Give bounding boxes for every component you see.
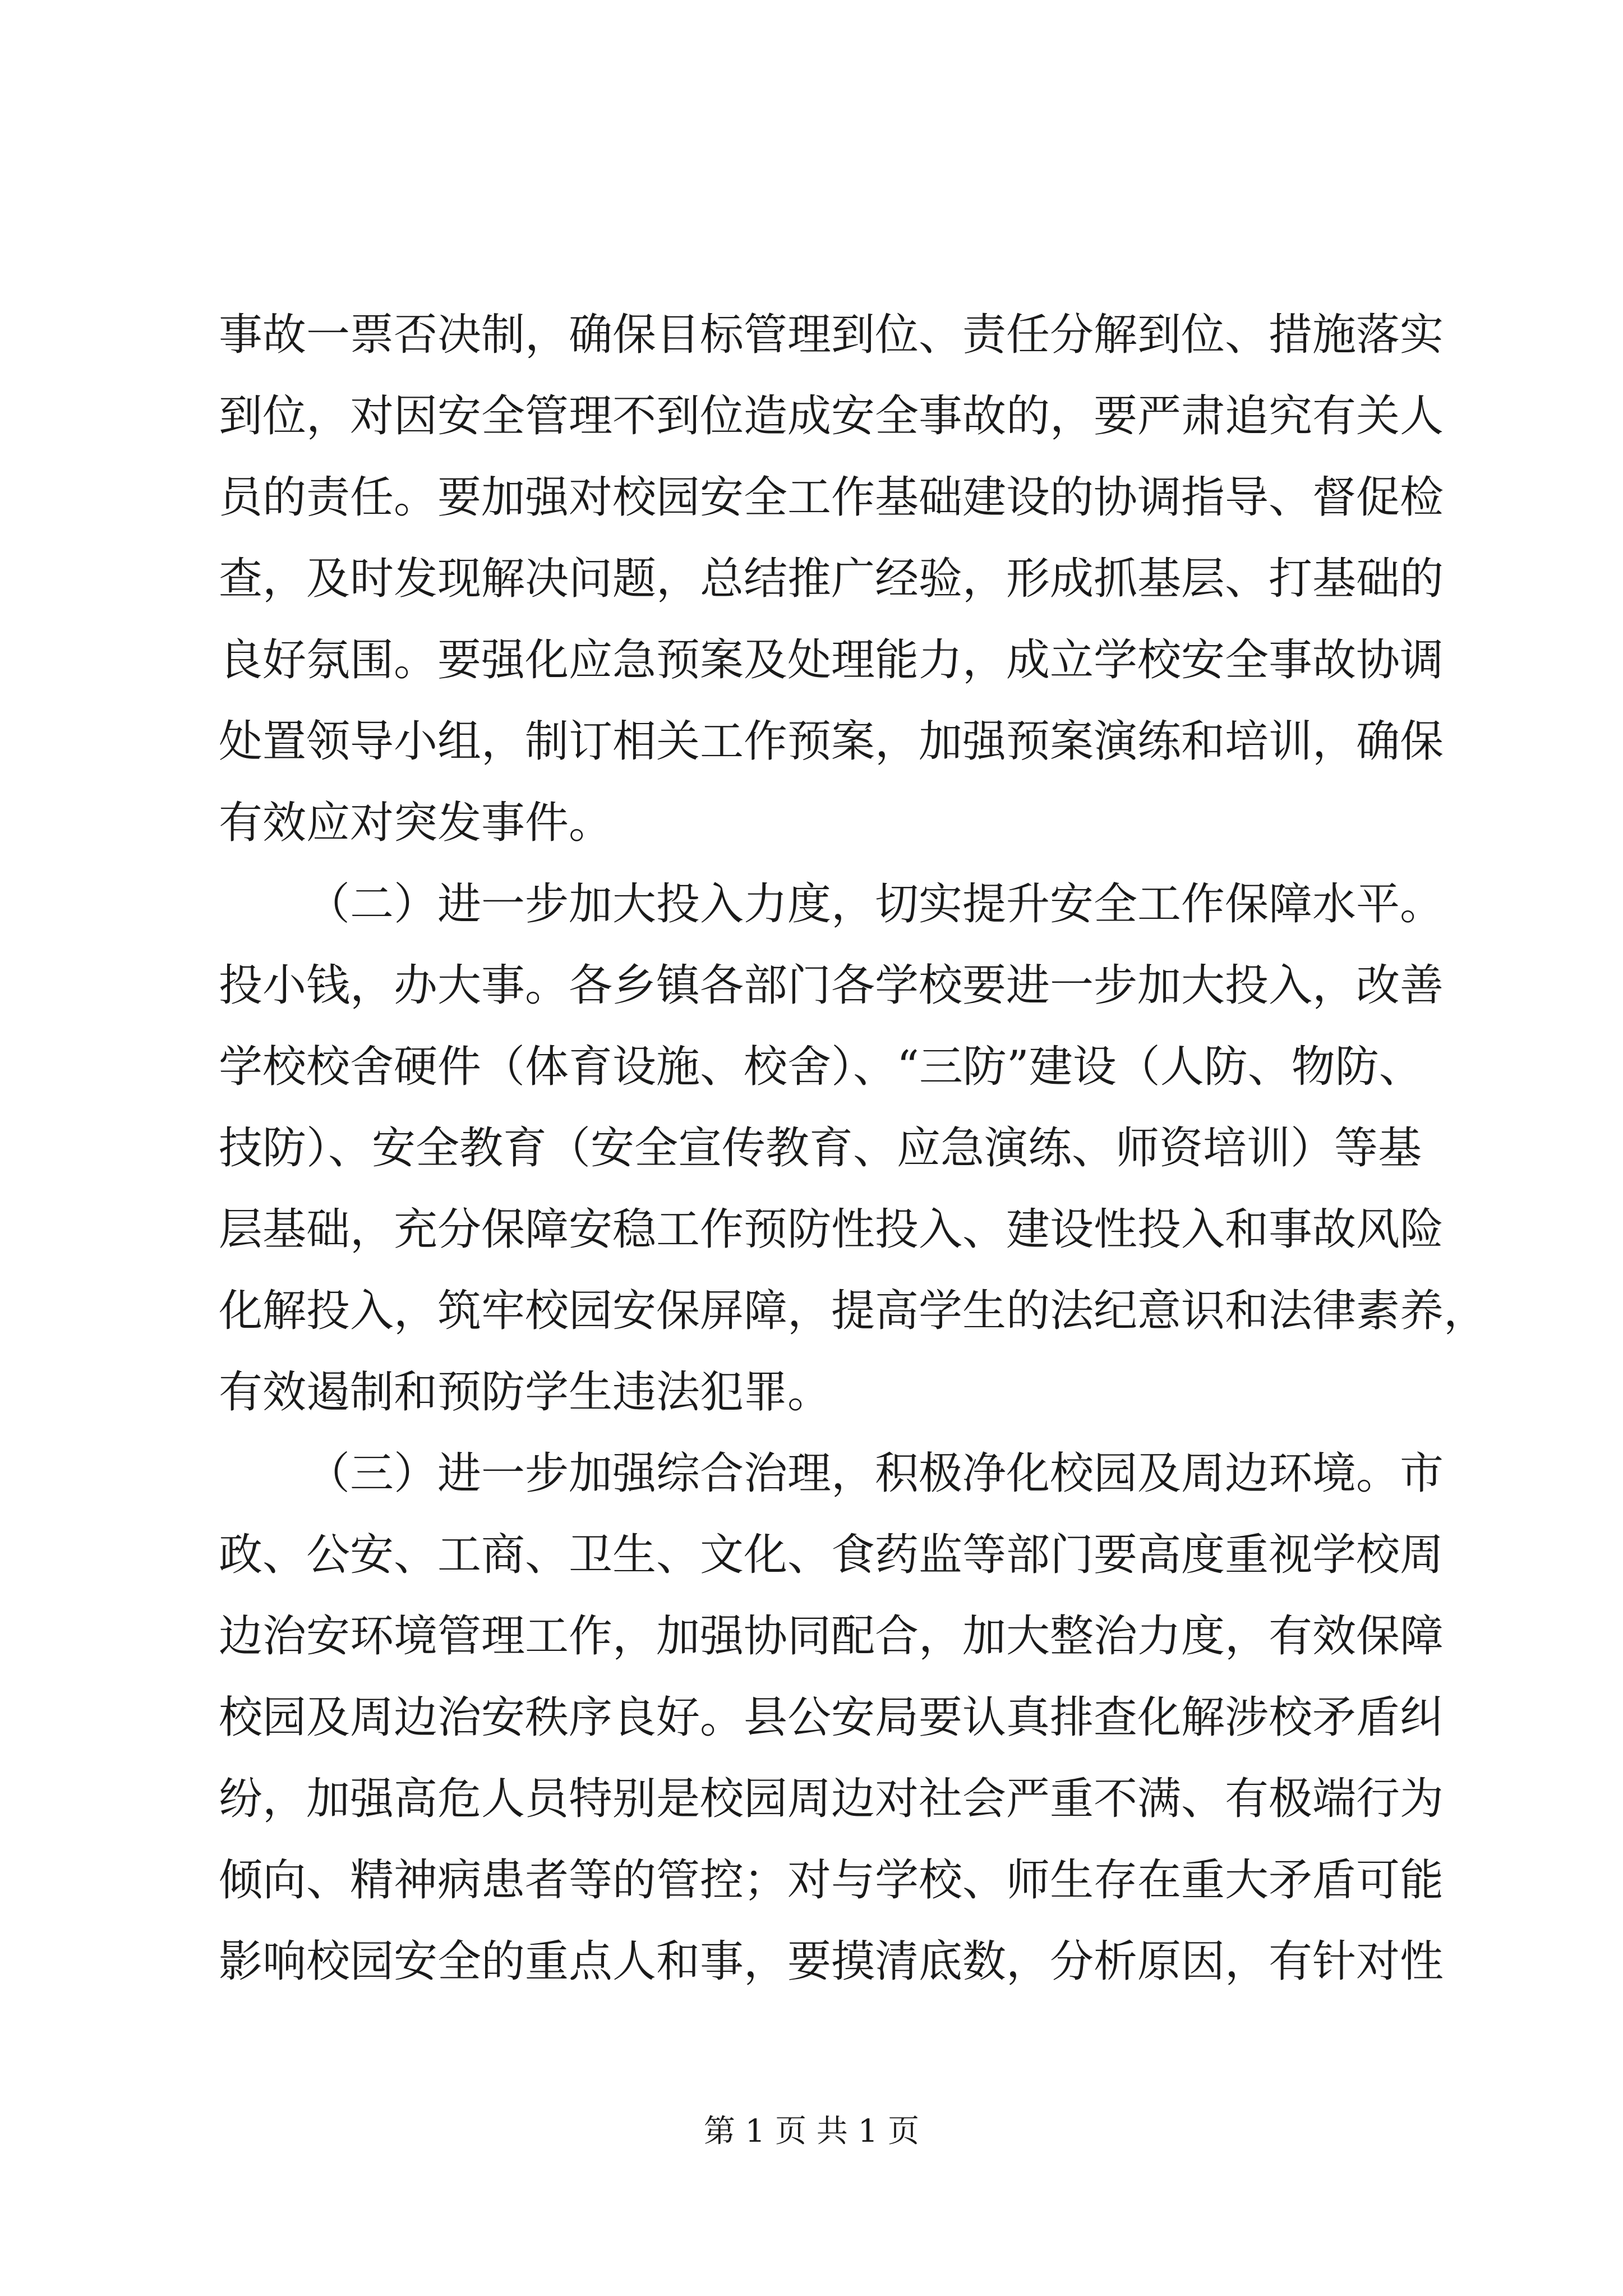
section-heading-line: （三）进一步加强综合治理，积极净化校园及周边环境。市 [306, 1448, 1444, 1499]
paragraph [219, 295, 1444, 864]
paragraph [219, 864, 1488, 1433]
text-line: 员的责任。要加强对校园安全工作基础建设的协调指导、督促检 [219, 472, 1444, 523]
text-line: 到位，对因安全管理不到位造成安全事故的，要严肃追究有关人 [219, 391, 1444, 441]
text-line: 有效遏制和预防学生违法犯罪。 [219, 1367, 832, 1418]
page-footer: 第 1 页 共 1 页 [703, 2113, 920, 2150]
text-line: 技防）、安全教育（安全宣传教育、应急演练、师资培训）等基 [219, 1123, 1422, 1174]
body-text [219, 295, 1488, 2003]
text-line: 校园及周边治安秩序良好。县公安局要认真排查化解涉校矛盾纠 [219, 1692, 1444, 1743]
text-line: 处置领导小组，制订相关工作预案，加强预案演练和培训，确保 [219, 716, 1444, 767]
paragraph [219, 1433, 1444, 2003]
text-line: 影响校园安全的重点人和事，要摸清底数，分析原因，有针对性 [219, 1936, 1444, 1987]
text-line: 投小钱，办大事。各乡镇各部门各学校要进一步加大投入，改善 [219, 960, 1444, 1011]
text-line: 事故一票否决制，确保目标管理到位、责任分解到位、措施落实 [219, 310, 1444, 360]
text-line: 良好氛围。要强化应急预案及处理能力，成立学校安全事故协调 [219, 635, 1444, 685]
text-line: 纷，加强高危人员特别是校园周边对社会严重不满、有极端行为 [219, 1774, 1444, 1824]
text-line: 化解投入，筑牢校园安保屏障，提高学生的法纪意识和法律素养， [219, 1286, 1488, 1336]
text-line: 层基础，充分保障安稳工作预防性投入、建设性投入和事故风险 [219, 1204, 1444, 1255]
text-line: 倾向、精神病患者等的管控；对与学校、师生存在重大矛盾可能 [219, 1855, 1444, 1906]
text-line: 边治安环境管理工作，加强协同配合，加大整治力度，有效保障 [219, 1611, 1444, 1662]
text-line: 有效应对突发事件。 [219, 798, 613, 848]
text-line: 查，及时发现解决问题，总结推广经验，形成抓基层、打基础的 [219, 554, 1444, 604]
text-line: 学校校舍硬件（体育设施、校舍）、“三防”建设（人防、物防、 [219, 1042, 1423, 1092]
text-line: 政、公安、工商、卫生、文化、食药监等部门要高度重视学校周 [219, 1530, 1444, 1580]
section-heading-line: （二）进一步加大投入力度，切实提升安全工作保障水平。 [306, 879, 1444, 930]
